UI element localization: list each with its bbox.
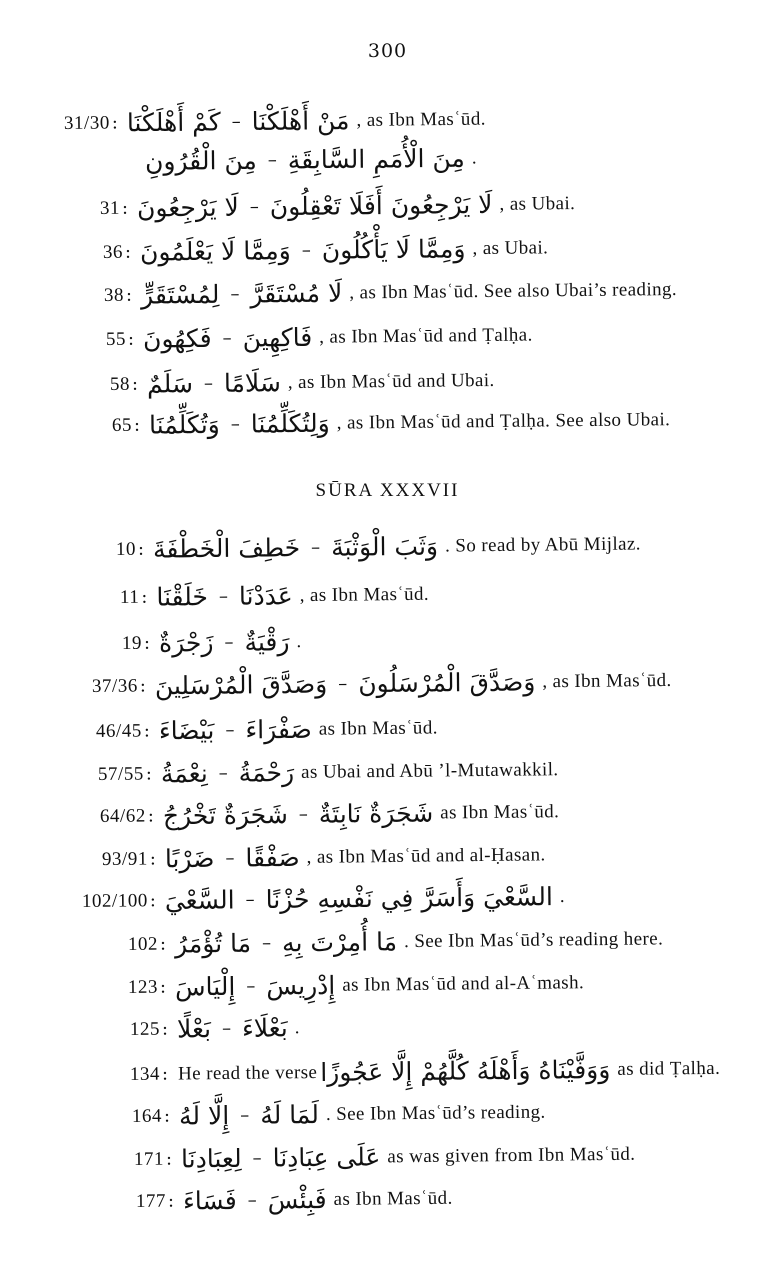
colon: : <box>125 284 133 306</box>
note: , as Ibn Masʿūd and Ubai. <box>287 369 495 394</box>
note: . <box>296 631 302 653</box>
note: , as Ibn Masʿūd. <box>356 108 486 131</box>
entry-171 <box>134 1135 636 1180</box>
colon: : <box>143 720 150 742</box>
arabic-variant: صَفْرَاءَ <box>245 714 312 745</box>
colon: : <box>131 373 139 395</box>
dash: – <box>298 803 308 825</box>
note: as Ibn Masʿūd. <box>318 717 438 740</box>
entry-55 <box>106 316 533 360</box>
arabic-text: مِنَ الْقُرُونِ <box>144 145 257 176</box>
entry-37-36 <box>92 661 672 707</box>
note: . <box>471 147 478 169</box>
entry-31-30 <box>64 100 486 144</box>
entry-10 <box>116 525 641 570</box>
arabic-text: وَتُكَلِّمُنَا <box>148 409 220 440</box>
verse-ref: 125 <box>129 1018 161 1040</box>
dash: – <box>301 239 311 261</box>
arabic-text: لِمُسْتَقَرٍّ <box>140 279 220 310</box>
colon: : <box>111 112 118 134</box>
entry-31-30-cont <box>142 138 477 182</box>
verse-ref: 123 <box>127 976 159 998</box>
note: as did Ṭalḥa. <box>617 1057 721 1080</box>
verse-ref: 102 <box>127 933 159 955</box>
entry-36 <box>103 228 549 273</box>
arabic-variant: شَجَرَةٌ نَابِتَةٌ <box>318 798 434 829</box>
entry-123 <box>128 963 584 1008</box>
colon: : <box>139 675 146 697</box>
entry-125 <box>130 1008 300 1050</box>
verse-ref: 58 <box>109 373 131 395</box>
note: . See Ibn Masʿūd’s reading. <box>325 1101 546 1125</box>
arabic-text: إِلَّا لَهُ <box>178 1100 230 1131</box>
arabic-text: خَطِفَ الْخَطْفَةَ <box>152 533 301 564</box>
dash: – <box>230 283 240 305</box>
note: , as Ibn Masʿūd. <box>299 583 430 607</box>
dash: – <box>221 1017 232 1040</box>
colon: : <box>149 890 156 912</box>
arabic-variant: وَمِمَّا لَا يَأْكُلُونَ <box>321 234 466 265</box>
note: as Ibn Masʿūd. <box>440 801 560 824</box>
colon: : <box>127 328 135 350</box>
verse-ref: 19 <box>121 632 143 654</box>
note: as Ubai and Abū ’l-Mutawakkil. <box>300 759 559 783</box>
verse-ref: 171 <box>133 1148 165 1170</box>
colon: : <box>165 1148 173 1170</box>
entry-38 <box>104 270 677 316</box>
colon: : <box>159 976 167 998</box>
colon: : <box>121 197 129 219</box>
dash: – <box>310 536 321 558</box>
verse-ref: 65 <box>111 414 133 436</box>
dash: – <box>338 673 348 695</box>
verse-ref: 37/36 <box>91 675 138 697</box>
note: . See Ibn Masʿūd’s reading here. <box>403 928 664 953</box>
arabic-text: السَّعْيَ <box>164 885 235 916</box>
arabic-text: ضَرْبًا <box>164 843 215 874</box>
verse-ref: 46/45 <box>95 720 142 742</box>
colon: : <box>163 1105 171 1127</box>
arabic-text: وَمِمَّا لَا يَعْلَمُونَ <box>139 236 291 267</box>
arabic-variant: وَصَدَّقَ الْمُرْسَلُونَ <box>358 667 536 699</box>
note: , as Ibn Masʿūd. See also Ubai’s reading. <box>349 278 678 304</box>
arabic-variant: وَثَبَ الْوَثْبَةَ <box>330 531 439 562</box>
note: . <box>559 885 566 907</box>
note: , as Ibn Masʿūd and Ṭalḥa. <box>319 324 533 348</box>
entry-58 <box>110 361 495 405</box>
arabic-verse: وَوَفَّيْنَاهُ وَأَهْلَهُ كُلَّهُمْ إِلَّا عَجُوزًا <box>320 1054 611 1088</box>
colon: : <box>159 933 167 955</box>
verse-ref: 64/62 <box>99 805 146 827</box>
entry-57-55 <box>98 750 559 795</box>
verse-ref: 10 <box>115 538 137 560</box>
entry-102-100 <box>82 877 565 922</box>
arabic-text: مَا تُؤْمَرُ <box>174 928 252 959</box>
dash: – <box>218 762 228 784</box>
page-number: 300 <box>367 40 408 62</box>
arabic-text: بَعْلًا <box>176 1014 212 1044</box>
note: . <box>294 1017 300 1039</box>
entry-65 <box>112 400 671 446</box>
arabic-variant: لَا مُسْتَقَرَّ <box>250 278 343 309</box>
colon: : <box>143 632 151 654</box>
verse-ref: 177 <box>135 1190 167 1212</box>
colon: : <box>147 805 154 827</box>
entry-46-45 <box>96 708 438 752</box>
arabic-variant: إِدْرِيسَ <box>266 970 336 1001</box>
verse-ref: 31 <box>99 197 121 219</box>
dash: – <box>247 1189 257 1211</box>
colon: : <box>145 763 152 785</box>
colon: : <box>149 848 156 870</box>
colon: : <box>161 1018 169 1040</box>
colon: : <box>133 414 141 436</box>
verse-ref: 134 <box>129 1063 161 1085</box>
entry-93-91 <box>102 835 546 880</box>
colon: : <box>137 538 145 560</box>
verse-ref: 57/55 <box>97 763 144 785</box>
entry-31 <box>100 184 576 229</box>
arabic-text: شَجَرَةٌ تَخْرُجُ <box>162 800 288 831</box>
arabic-text: إِلْيَاسَ <box>174 971 236 1002</box>
dash: – <box>249 196 259 218</box>
note: , as Ibn Masʿūd and Ṭalḥa. See also Ubai. <box>336 409 671 434</box>
dash: – <box>240 1104 250 1126</box>
dash: – <box>224 631 234 653</box>
dash: – <box>225 847 235 869</box>
entry-19 <box>122 622 302 664</box>
verse-ref: 11 <box>119 586 140 608</box>
dash: – <box>218 585 229 607</box>
verse-ref: 164 <box>131 1105 163 1127</box>
verse-ref: 102/100 <box>81 890 148 912</box>
arabic-text: فَسَاءَ <box>182 1185 237 1216</box>
colon: : <box>161 1063 169 1085</box>
arabic-text: خَلَقْنَا <box>156 582 209 612</box>
dash: – <box>261 932 272 954</box>
dash: – <box>267 149 277 171</box>
note: . So read by Abū Mijlaz. <box>444 533 642 557</box>
note: , as Ubai. <box>472 237 549 260</box>
arabic-variant: فَبِئْسَ <box>267 1185 327 1215</box>
arabic-variant: لَمَا لَهُ <box>260 1100 320 1130</box>
entry-11 <box>120 575 429 618</box>
arabic-text: وَصَدَّقَ الْمُرْسَلِينَ <box>154 669 328 701</box>
dash: – <box>231 111 241 133</box>
entry-134 <box>130 1049 721 1095</box>
dash: – <box>245 889 255 911</box>
colon: : <box>141 586 148 608</box>
arabic-text: بَيْضَاءَ <box>158 715 215 746</box>
arabic-variant: عَلَى عِبَادِنَا <box>272 1142 381 1173</box>
arabic-variant: سَلَامًا <box>223 368 281 398</box>
dash: – <box>203 372 214 395</box>
dash: – <box>246 975 256 997</box>
arabic-variant: وَلِتُكَلِّمُنَا <box>250 408 330 439</box>
arabic-variant: رَقْيَةٌ <box>244 627 290 657</box>
entry-64-62 <box>100 792 560 837</box>
arabic-variant: مَنْ أَهْلَكْنَا <box>251 106 350 137</box>
colon: : <box>167 1190 175 1212</box>
note: as Ibn Masʿūd. <box>333 1187 453 1210</box>
colon: : <box>124 241 132 263</box>
verse-ref: 38 <box>103 284 125 306</box>
arabic-variant: فَاكِهِينَ <box>242 322 313 353</box>
dash: – <box>252 1147 262 1169</box>
note-prefix: He read the verse <box>177 1062 318 1085</box>
arabic-variant: صَفْقًا <box>245 842 300 873</box>
arabic-text: زَجْرَةٌ <box>158 628 214 658</box>
entry-177 <box>136 1179 453 1222</box>
arabic-text: لَا يَرْجِعُونَ <box>136 192 239 223</box>
entry-102 <box>128 919 664 965</box>
note: , as Ibn Masʿūd and al-Ḥasan. <box>306 844 546 868</box>
note: , as Ibn Masʿūd. <box>542 669 672 693</box>
arabic-variant: مِنَ الْأُمَمِ السَّابِقَةِ <box>287 143 465 175</box>
verse-ref: 93/91 <box>101 848 148 870</box>
verse-ref: 36 <box>102 241 124 263</box>
arabic-text: لِعِبَادِنَا <box>180 1143 242 1174</box>
arabic-text: كَمْ أَهْلَكْنَا <box>126 107 221 138</box>
verse-ref: 55 <box>105 328 127 350</box>
dash: – <box>222 327 232 349</box>
note: as was given from Ibn Masʿūd. <box>387 1143 636 1168</box>
dash: – <box>225 719 235 741</box>
arabic-text: نِعْمَةُ <box>160 758 208 789</box>
arabic-variant: عَدَدْنَا <box>238 581 293 611</box>
section-heading: SŪRA XXXVII <box>315 480 460 501</box>
arabic-variant: مَا أُمِرْتَ بِهِ <box>281 927 398 958</box>
arabic-text: سَلَمٌ <box>146 369 194 399</box>
arabic-variant: لَا يَرْجِعُونَ أَفَلَا تَعْقِلُونَ <box>269 189 493 222</box>
dash: – <box>230 413 240 435</box>
note: as Ibn Masʿūd and al-Aʿmash. <box>342 972 585 996</box>
arabic-variant: السَّعْيَ وَأَسَرَّ فِي نَفْسِهِ حُزْنًا <box>265 882 553 915</box>
entry-164 <box>132 1093 546 1137</box>
note: , as Ubai. <box>499 193 576 215</box>
verse-ref: 31/30 <box>63 112 110 134</box>
arabic-text: فَكِهُونَ <box>142 323 212 354</box>
arabic-variant: بَعْلَاءَ <box>241 1013 288 1043</box>
arabic-variant: رَحْمَةُ <box>238 757 295 788</box>
